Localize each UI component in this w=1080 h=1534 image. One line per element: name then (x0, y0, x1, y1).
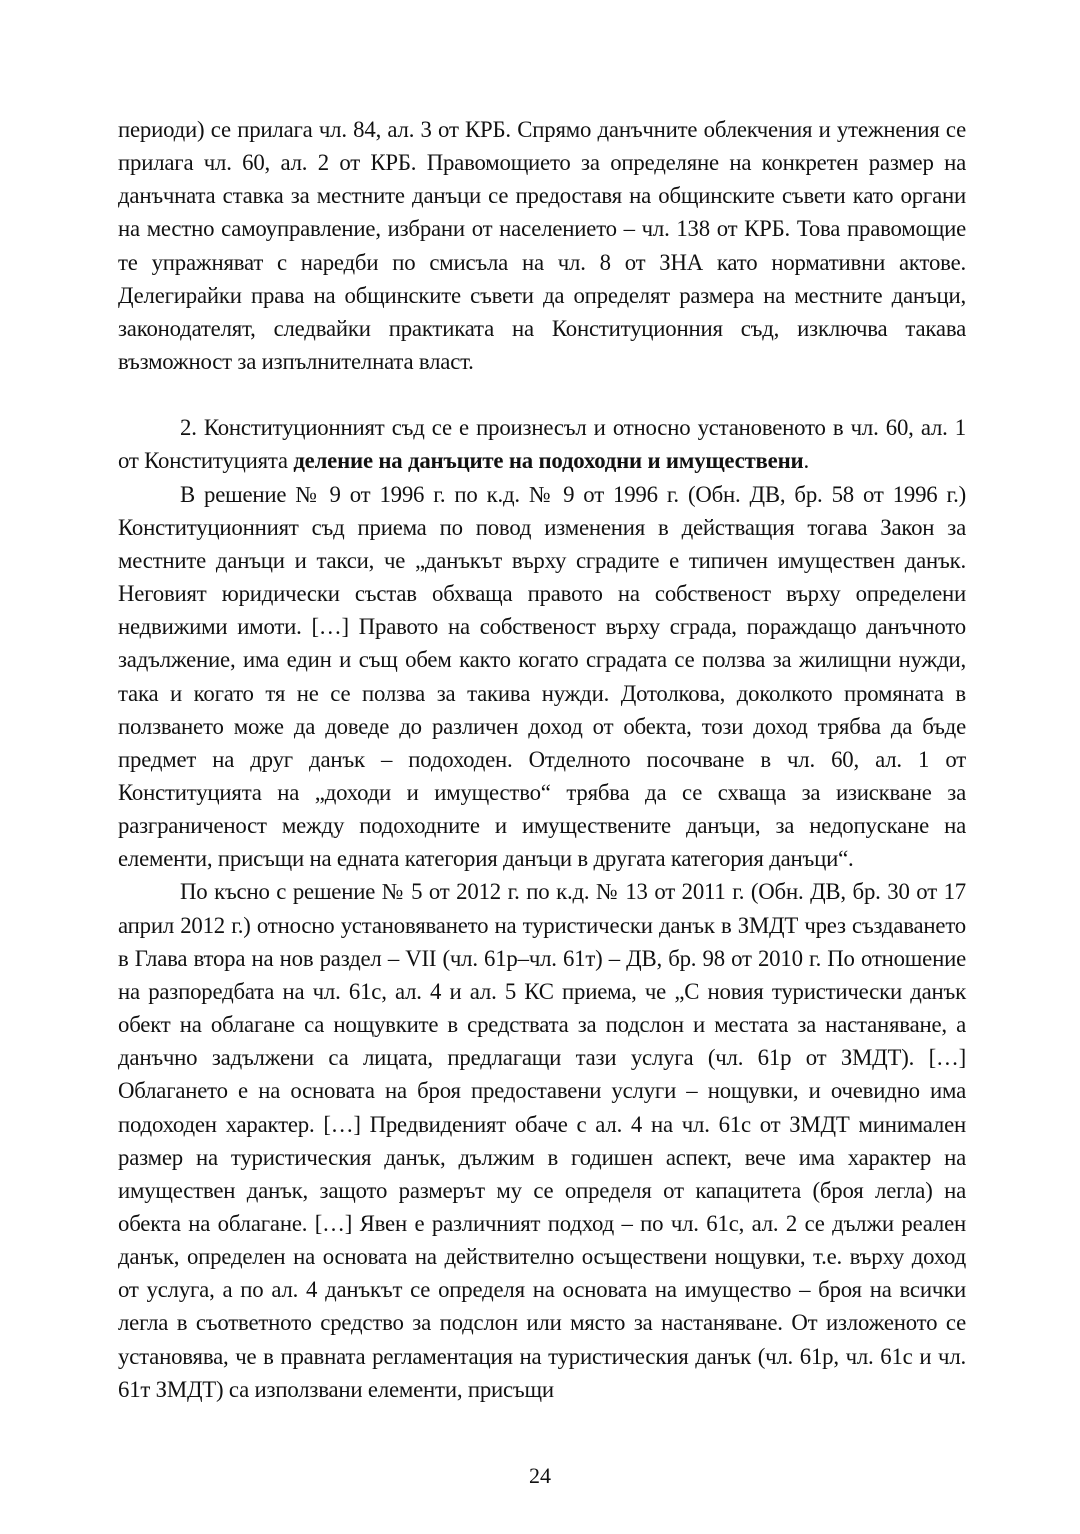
body-text (118, 113, 966, 1406)
paragraph-text: 2. Конституционният съд се е произнесъл и относно установеното в чл. 60, ал. 1 от Конституцията (118, 415, 966, 474)
paragraph-decision-9-1996: В решение № 9 от 1996 г. по к.д. № 9 от 1996 г. (Обн. ДВ, бр. 58 от 1996 г.) Конституционният съд приема по повод изменения в действащия тогава Закон за местните данъци и такси, че „данъкът върху сградите е типичен имуществен данък. Неговият юридически състав обхваща правото на собственост върху определени недвижими имоти. […] Правото на собственост върху сграда, пораждащо данъчното задължение, има един и същ обем както когато сградата се ползва за жилищни нужди, така и когато тя не се ползва за такива нужди. Дотолкова, доколкото промяната в ползването може да доведе до различен доход от обекта, този доход трябва да бъде предмет на друг данък – подоходен. Отделното посочване в чл. 60, ал. 1 от Конституцията на „доходи и имущество“ трябва да се схваща за изискване за разграниченост между подоходните и имуществените данъци, за недопускане на елементи, присъщи на едната категория данъци в другата категория данъци“. (118, 481, 966, 872)
page-number: 24 (529, 1463, 551, 1488)
paragraph-section-2 (118, 411, 966, 477)
paragraph-continuation: периоди) се прилага чл. 84, ал. 3 от КРБ. Спрямо данъчните облекчения и утежнения се прилага чл. 60, ал. 2 от КРБ. Правомощието за определяне на конкретен размер на данъчната ставка за местните данъци се предоставя на общинските съвети като органи на местно самоуправление, избрани от населението – чл. 138 от КРБ. Това правомощие те упражняват с наредби по смисъла на чл. 8 от ЗНА като нормативни актове. Делегирайки права на общинските съвети да определят размера на местните данъци, законодателят, следвайки практиката на Конституционния съд, изключва такава възможност за изпълнителната власт. (118, 117, 966, 375)
paragraph-text-end: . (803, 448, 809, 474)
paragraph-decision-5-2012: По късно с решение № 5 от 2012 г. по к.д. № 13 от 2011 г. (Обн. ДВ, бр. 30 от 17 април 2012 г.) относно установяването на туристически данък в ЗМДТ чрез създаването в Глава втора на нов раздел – VII (чл. 61р–чл. 61т) – ДВ, бр. 98 от 2010 г. По отношение на разпоредбата на чл. 61с, ал. 4 и ал. 5 КС приема, че „С новия туристически данък обект на облагане са нощувките в средствата за подслон и местата за настаняване, а данъчно задължени са лицата, предлагащи тази услуга (чл. 61р от ЗМДТ). […] Облагането е на основата на броя предоставени услуги – нощувки, и очевидно има подоходен характер. […] Предвиденият обаче с ал. 4 на чл. 61с от ЗМДТ минимален размер на туристическия данък, дължим в годишен аспект, вече има характер на имуществен данък, защото размерът му се определя от капацитета (броя легла) на обекта на облагане. […] Явен е различният подход – по чл. 61с, ал. 2 се дължи реален данък, определен на основата на действително осъществени нощувки, т.е. върху доход от услуга, а по ал. 4 данъкът се определя на основата на имущество – броя на всички легла в съответното средство за подслон или място за настаняване. От изложеното се установява, че в правната регламентация на туристическия данък (чл. 61р, чл. 61с и чл. 61т ЗМДТ) са използвани елементи, присъщи (118, 879, 966, 1402)
bold-emphasis: деление на данъците на подоходни и имуществени (293, 448, 804, 474)
